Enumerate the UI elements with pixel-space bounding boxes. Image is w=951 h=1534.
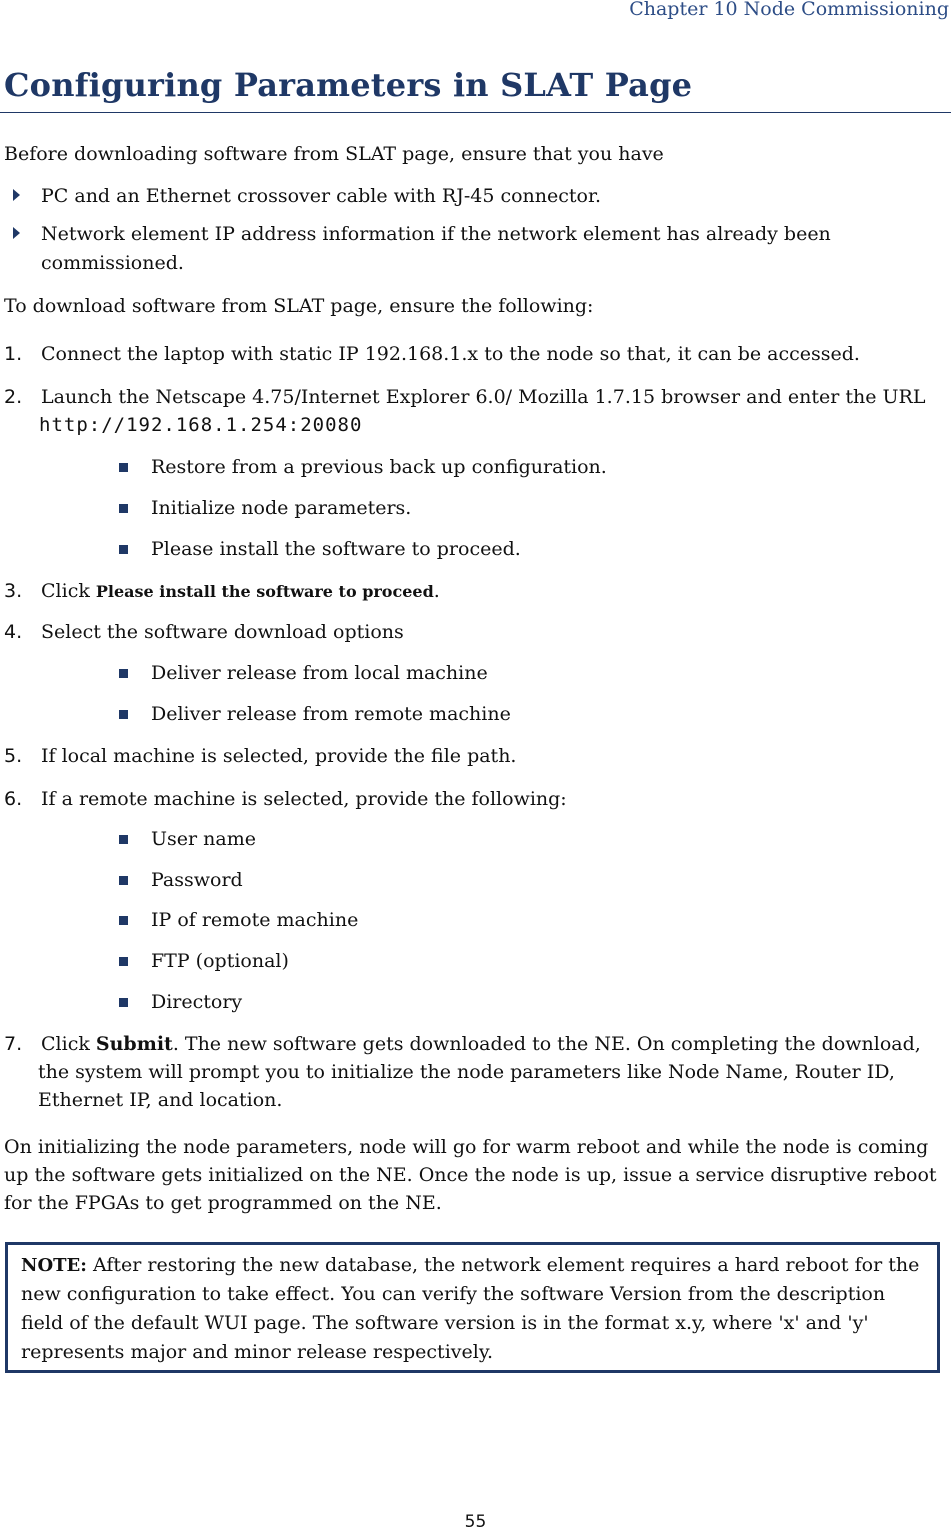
bold-term: Submit bbox=[95, 1033, 173, 1055]
step-number: 5. bbox=[4, 745, 23, 767]
step-text: Select the software download options bbox=[41, 621, 404, 643]
closing-paragraph-line: for the FPGAs to get programmed on the NE. bbox=[4, 1192, 442, 1214]
step-text: If local machine is selected, provide the file path. bbox=[41, 745, 517, 767]
step-text-continuation: the system will prompt you to initialize the node parameters like Node Name, Router ID, bbox=[38, 1061, 895, 1083]
prereq-item-continuation: commissioned. bbox=[41, 252, 184, 274]
sub-item: Please install the software to proceed. bbox=[151, 538, 521, 560]
bullet-arrow-icon bbox=[13, 189, 20, 201]
step-number: 4. bbox=[4, 621, 23, 643]
procedure-intro: To download software from SLAT page, ensure the following: bbox=[4, 295, 594, 317]
square-bullet-icon bbox=[119, 504, 128, 513]
square-bullet-icon bbox=[119, 835, 128, 844]
sub-item: Directory bbox=[151, 991, 243, 1013]
closing-paragraph-line: On initializing the node parameters, node will go for warm reboot and while the node is coming bbox=[4, 1136, 929, 1158]
closing-paragraph-line: up the software gets initialized on the NE. Once the node is up, issue a service disruptive reboot bbox=[4, 1164, 937, 1186]
sub-item: Password bbox=[151, 869, 243, 891]
prereq-item: Network element IP address information if the network element has already been bbox=[41, 223, 831, 245]
square-bullet-icon bbox=[119, 916, 128, 925]
step-text-continuation: Ethernet IP, and location. bbox=[38, 1089, 283, 1111]
step-number: 2. bbox=[4, 386, 23, 408]
sub-item: IP of remote machine bbox=[151, 909, 359, 931]
step-text: Click Submit. The new software gets downloaded to the NE. On completing the download, bbox=[41, 1033, 921, 1055]
note-label: NOTE: bbox=[21, 1255, 87, 1276]
title-rule bbox=[0, 112, 951, 113]
step-number: 7. bbox=[4, 1033, 23, 1055]
square-bullet-icon bbox=[119, 876, 128, 885]
running-head: Chapter 10 Node Commissioning bbox=[629, 0, 949, 20]
step-number: 1. bbox=[4, 343, 23, 365]
square-bullet-icon bbox=[119, 463, 128, 472]
step-text: Click Please install the software to proceed. bbox=[41, 580, 440, 602]
square-bullet-icon bbox=[119, 710, 128, 719]
step-text: Connect the laptop with static IP 192.168.1.x to the node so that, it can be accessed. bbox=[41, 343, 860, 365]
square-bullet-icon bbox=[119, 669, 128, 678]
step-number: 3. bbox=[4, 580, 23, 602]
bullet-arrow-icon bbox=[13, 227, 20, 239]
prereq-item: PC and an Ethernet crossover cable with RJ-45 connector. bbox=[41, 185, 602, 207]
sub-item: Initialize node parameters. bbox=[151, 497, 412, 519]
square-bullet-icon bbox=[119, 998, 128, 1007]
url-text: http://192.168.1.254:20080 bbox=[39, 414, 363, 436]
bold-term: Please install the software to proceed bbox=[95, 582, 434, 601]
step-text: Launch the Netscape 4.75/Internet Explorer 6.0/ Mozilla 1.7.15 browser and enter the URL bbox=[41, 386, 926, 408]
square-bullet-icon bbox=[119, 545, 128, 554]
intro-text: Before downloading software from SLAT page, ensure that you have bbox=[4, 143, 664, 165]
sub-item: FTP (optional) bbox=[151, 950, 289, 972]
sub-item: Deliver release from remote machine bbox=[151, 703, 511, 725]
step-text: If a remote machine is selected, provide the following: bbox=[41, 788, 567, 810]
note-text: NOTE: After restoring the new database, the network element requires a hard reboot for the new configuration to take effect. You can verify the software Version from the description field of the default WUI page. The software version is in the format x.y, where 'x' and 'y' represents major and minor release respectively. bbox=[21, 1254, 920, 1363]
sub-item: Deliver release from local machine bbox=[151, 662, 488, 684]
step-number: 6. bbox=[4, 788, 23, 810]
square-bullet-icon bbox=[119, 957, 128, 966]
page-number: 55 bbox=[464, 1512, 487, 1532]
sub-item: Restore from a previous back up configuration. bbox=[151, 456, 607, 478]
sub-item: User name bbox=[151, 828, 256, 850]
page-title: Configuring Parameters in SLAT Page bbox=[4, 66, 693, 104]
